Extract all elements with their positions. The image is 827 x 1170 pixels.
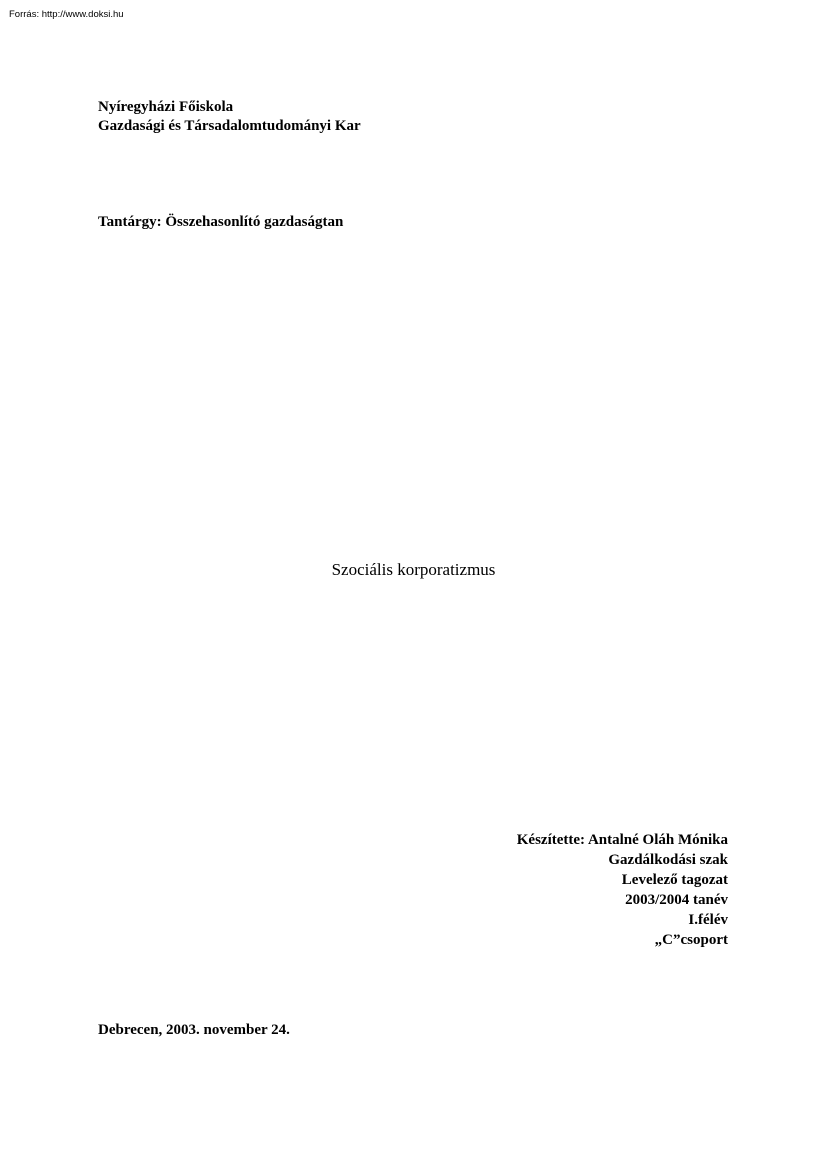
institution-name: Nyíregyházi Főiskola (98, 99, 234, 115)
faculty-name: Gazdasági és Társadalomtudományi Kar (98, 118, 361, 134)
document-title: Szociális korporatizmus (331, 560, 496, 579)
author-block (517, 830, 728, 950)
subject-line: Tantárgy: Összehasonlító gazdaságtan (98, 214, 344, 230)
author-major: Gazdálkodási szak (608, 852, 728, 868)
source-url: Forrás: http://www.doksi.hu (9, 9, 124, 20)
author-academic-year: 2003/2004 tanév (625, 892, 728, 908)
place-date: Debrecen, 2003. november 24. (98, 1022, 290, 1038)
author-study-mode: Levelező tagozat (621, 872, 728, 888)
author-semester: I.félév (688, 912, 728, 928)
author-group: „C”csoport (654, 932, 728, 948)
institution-block (98, 98, 361, 136)
author-name: Készítette: Antalné Oláh Mónika (516, 832, 728, 848)
